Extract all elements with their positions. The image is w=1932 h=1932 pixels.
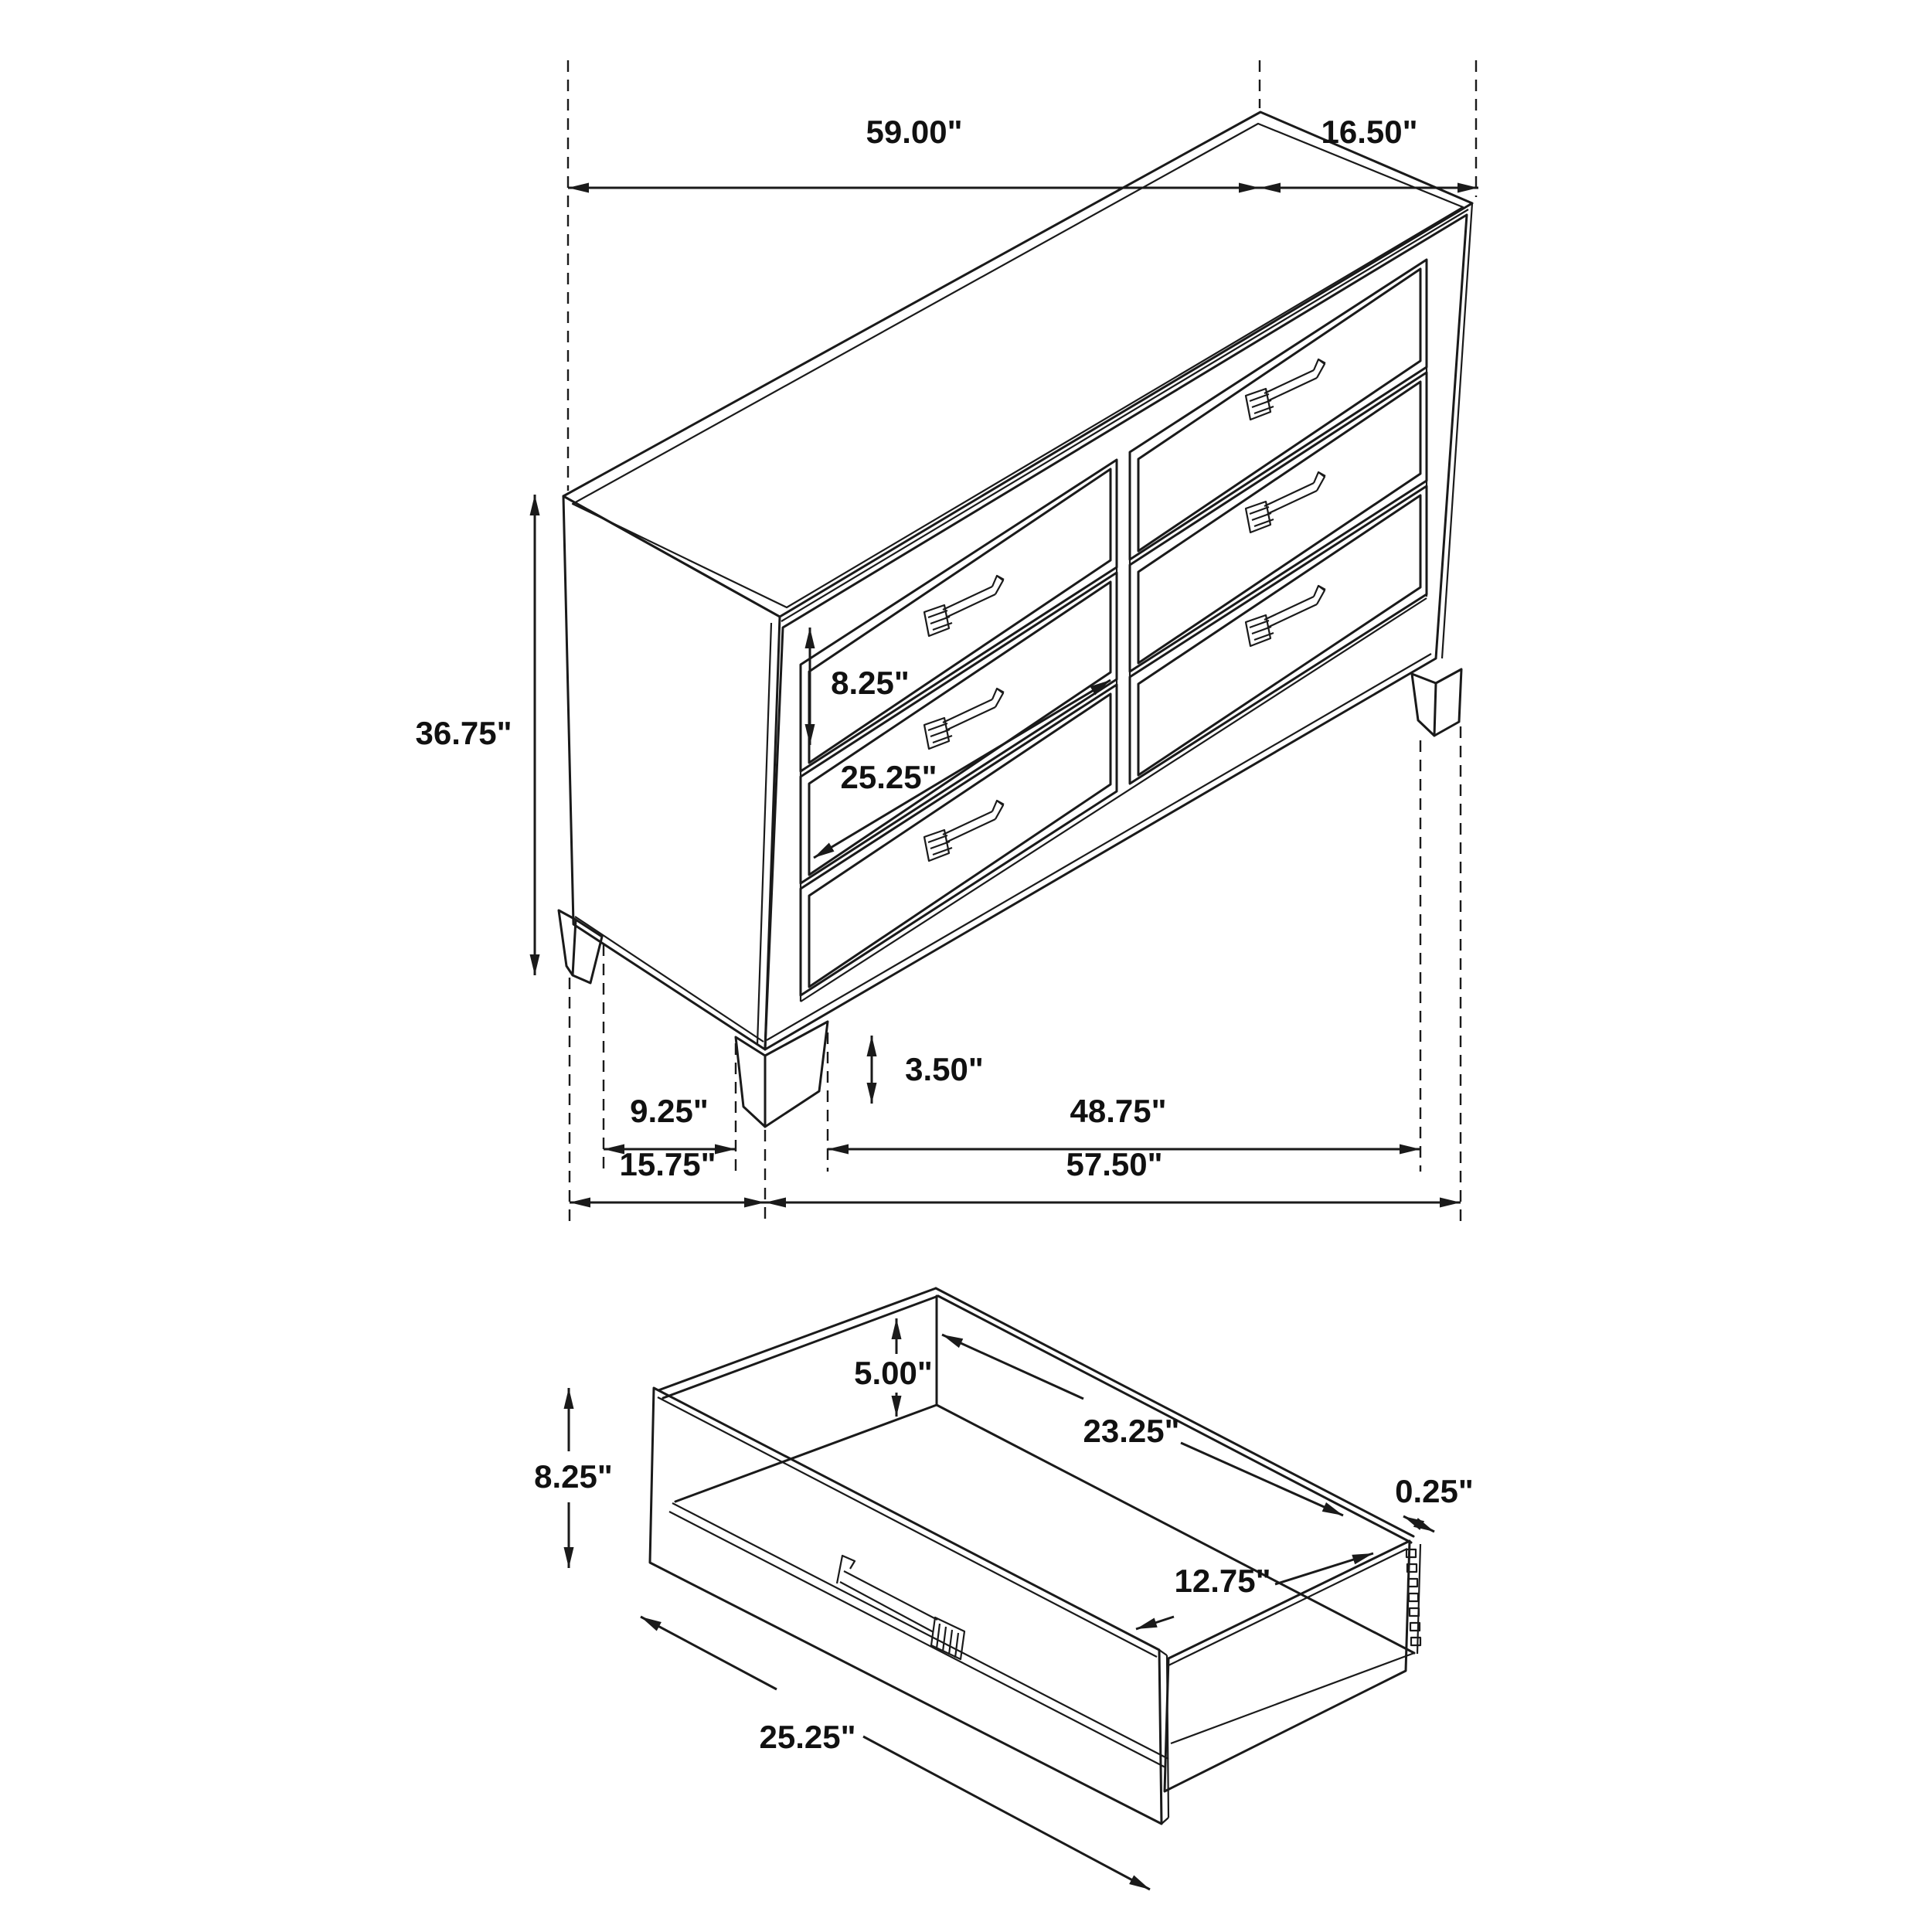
dim-top-depth-label: 16.50" (1321, 114, 1418, 150)
foot-rear-left (559, 910, 602, 983)
dim-base-rail-height (872, 1036, 984, 1104)
drawer-front-panel-thickness (658, 1397, 1168, 1824)
dim-panel-thickness-arrow (1403, 1516, 1434, 1532)
dim-side-floor-label: 15.75" (619, 1146, 716, 1182)
dim-drawer-front-height-label: 8.25" (831, 665, 910, 701)
dim-feet-gap-side (604, 1093, 736, 1149)
dim-interior-length-label: 23.25" (1083, 1413, 1180, 1449)
dim-drawer-front-width (641, 1617, 1150, 1889)
dim-drawer-width-label: 25.25" (759, 1719, 856, 1755)
dim-interior-length-arrow-left (942, 1335, 1083, 1399)
drawer-front-left-bottom (801, 685, 1117, 995)
dim-drawer-height-label: 8.25" (534, 1458, 613, 1495)
dim-back-height-label: 5.00" (854, 1355, 933, 1391)
dim-base-rail-label: 3.50" (905, 1051, 984, 1087)
dim-base-span (765, 1146, 1461, 1202)
dresser-side-face (563, 496, 780, 1049)
dresser-center-stile (1117, 452, 1130, 791)
dim-panel-thickness-label: 0.25" (1395, 1473, 1474, 1509)
dresser-drawer-area-frame (801, 260, 1427, 1002)
foot-front-left (736, 1022, 828, 1127)
dim-top-width-label: 59.00" (866, 114, 963, 150)
dim-interior-depth-arrow-right (1275, 1553, 1373, 1584)
dim-top-width (568, 114, 1260, 188)
drawer-front-interior-edge (669, 1503, 1168, 1767)
dim-interior-length-arrow-right (1181, 1443, 1343, 1515)
handle-left-top (924, 576, 1004, 636)
dim-interior-length (942, 1335, 1343, 1515)
dim-back-panel-height (854, 1318, 933, 1417)
dim-front-feet-span-label: 48.75" (1070, 1093, 1167, 1129)
dim-drawer-width-arrow-right (863, 1736, 1150, 1889)
dim-height (415, 495, 535, 975)
dim-interior-depth-label: 12.75" (1174, 1563, 1271, 1599)
foot-front-right (1412, 669, 1461, 736)
dim-height-label: 36.75" (415, 715, 512, 751)
dim-drawer-front-height (534, 1388, 613, 1568)
dim-feet-gap-label: 9.25" (630, 1093, 709, 1129)
dim-base-span-label: 57.50" (1066, 1146, 1163, 1182)
dim-front-feet-span (828, 1093, 1420, 1149)
dim-drawer-width-arrow-left (641, 1617, 777, 1689)
dresser-handles (924, 359, 1325, 861)
drawer-diagram (534, 1288, 1474, 1889)
dresser-drawer-fronts (801, 260, 1427, 995)
dim-panel-thickness (1395, 1473, 1474, 1532)
dim-drawer-front-width-label: 25.25" (840, 759, 937, 795)
dim-interior-depth-arrow-left (1136, 1617, 1174, 1629)
dresser-diagram (415, 60, 1478, 1225)
dim-side-floor-depth (570, 1146, 765, 1202)
dresser-extension-lines (568, 60, 1476, 1225)
dresser-case (563, 112, 1472, 1049)
